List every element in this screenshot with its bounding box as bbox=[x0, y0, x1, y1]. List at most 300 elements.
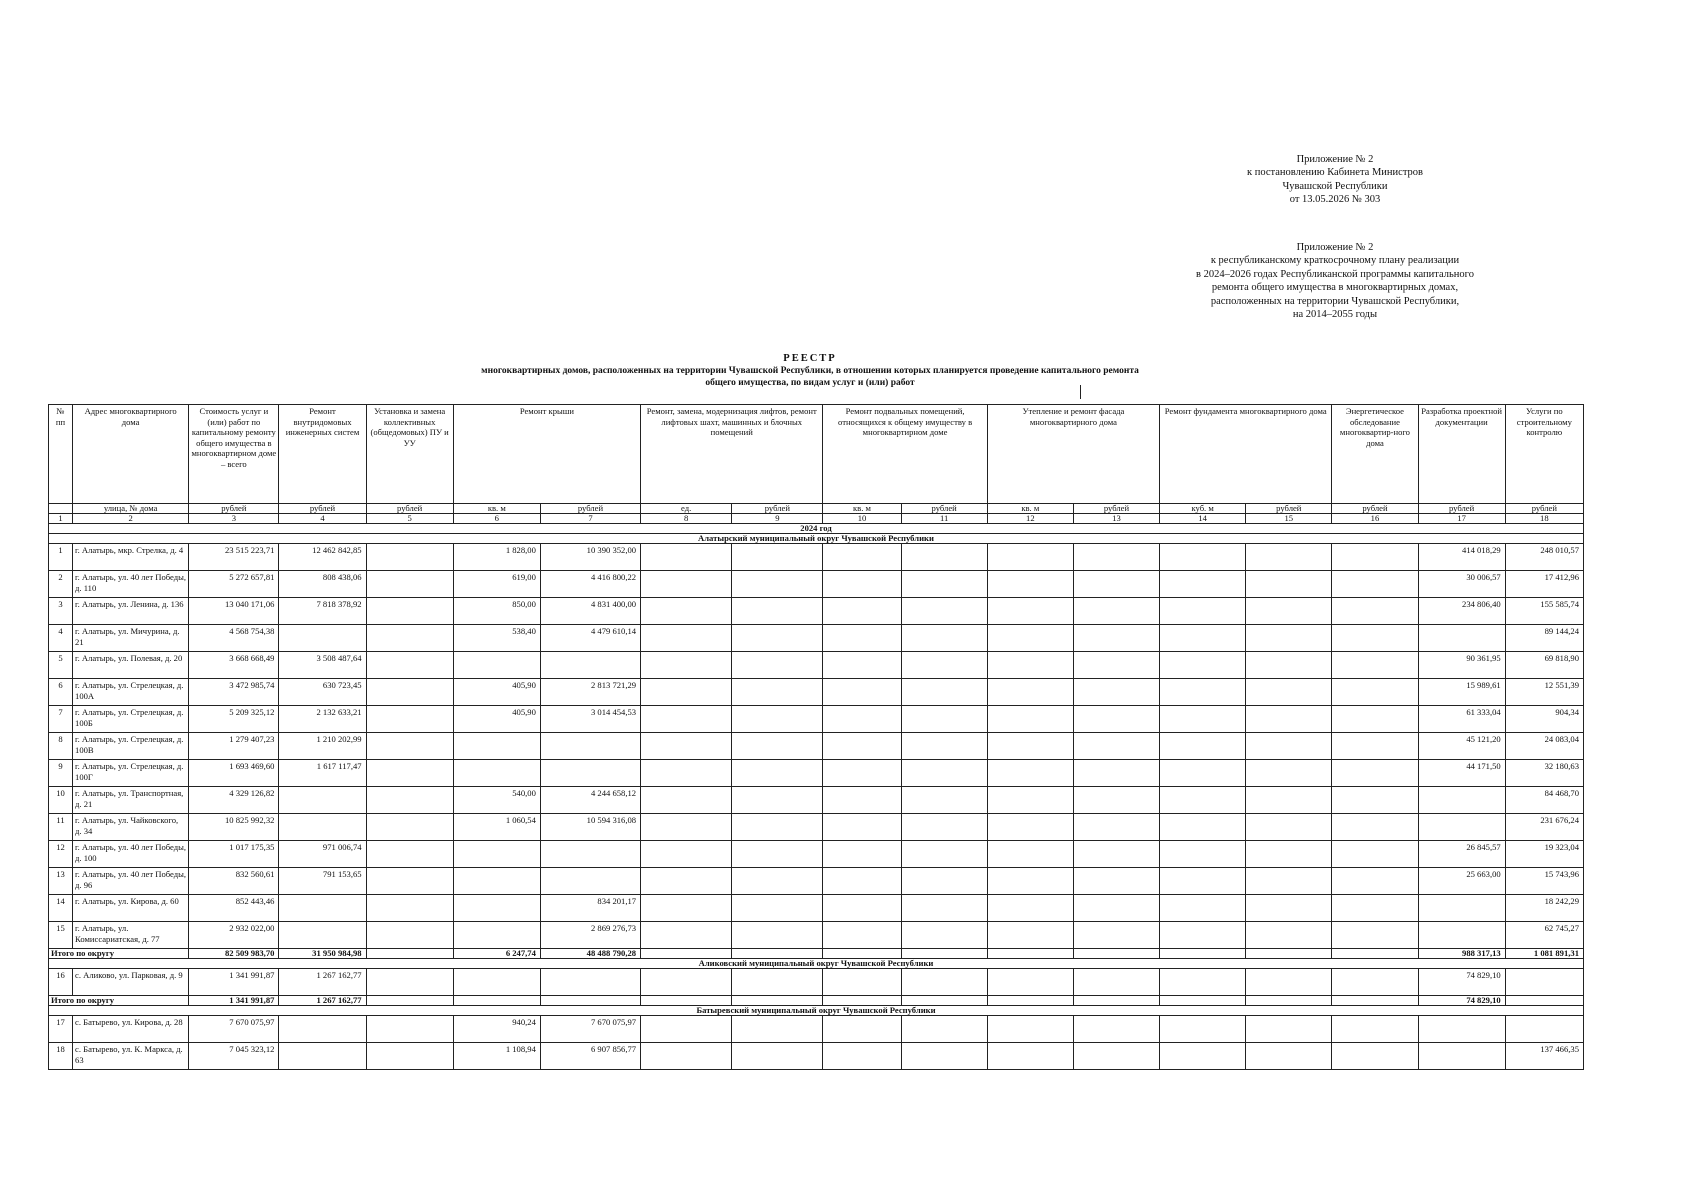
empty-cell bbox=[641, 679, 732, 706]
empty-cell bbox=[1332, 679, 1418, 706]
empty-cell bbox=[1332, 922, 1418, 949]
register-title-sub: общего имущества, по видам услуг и (или) работ bbox=[705, 378, 915, 388]
empty-cell bbox=[1160, 922, 1246, 949]
total-cost: 82 509 983,70 bbox=[189, 949, 279, 959]
address-cell: г. Алатырь, ул. Мичурина, д. 21 bbox=[73, 625, 189, 652]
empty-cell bbox=[1073, 625, 1159, 652]
empty-cell bbox=[1160, 652, 1246, 679]
row-number: 6 bbox=[49, 679, 73, 706]
header-cell: Ремонт, замена, модернизация лифтов, ремонт лифтовых шахт, машинных и блочных помещений bbox=[641, 405, 823, 504]
empty-cell bbox=[901, 1016, 987, 1043]
empty-cell bbox=[1246, 969, 1332, 996]
total-cell bbox=[1160, 949, 1246, 959]
empty-cell bbox=[641, 868, 732, 895]
empty-cell bbox=[732, 814, 823, 841]
control-cell: 12 551,39 bbox=[1505, 679, 1583, 706]
empty-cell bbox=[366, 868, 453, 895]
unit-cell: рублей bbox=[366, 504, 453, 514]
empty-cell bbox=[641, 598, 732, 625]
empty-cell bbox=[823, 787, 901, 814]
address-cell: г. Алатырь, ул. Стрелецкая, д. 100Г bbox=[73, 760, 189, 787]
empty-cell bbox=[823, 922, 901, 949]
empty-cell bbox=[1332, 571, 1418, 598]
row-number: 2 bbox=[49, 571, 73, 598]
total-cell bbox=[366, 996, 453, 1006]
table-row bbox=[49, 679, 1584, 706]
table-row bbox=[49, 969, 1584, 996]
empty-cell bbox=[1246, 895, 1332, 922]
empty-cell bbox=[732, 841, 823, 868]
empty-cell bbox=[1073, 1016, 1159, 1043]
empty-cell bbox=[1246, 652, 1332, 679]
control-cell: 248 010,57 bbox=[1505, 544, 1583, 571]
engineering-cell: 1 267 162,77 bbox=[279, 969, 366, 996]
empty-cell bbox=[987, 1043, 1073, 1070]
engineering-cell bbox=[279, 787, 366, 814]
control-cell: 19 323,04 bbox=[1505, 841, 1583, 868]
empty-cell bbox=[1332, 760, 1418, 787]
total-roof-area bbox=[453, 996, 540, 1006]
register-title-main: РЕЕСТР bbox=[783, 353, 837, 364]
empty-cell bbox=[901, 895, 987, 922]
col-number: 14 bbox=[1160, 514, 1246, 524]
design-cell: 414 018,29 bbox=[1418, 544, 1505, 571]
empty-cell bbox=[1246, 868, 1332, 895]
row-number: 17 bbox=[49, 1016, 73, 1043]
empty-cell bbox=[1332, 1016, 1418, 1043]
total-roof-cost bbox=[540, 996, 640, 1006]
empty-cell bbox=[1073, 571, 1159, 598]
empty-cell bbox=[1073, 598, 1159, 625]
empty-cell bbox=[1246, 733, 1332, 760]
empty-cell bbox=[987, 625, 1073, 652]
roof-area-cell: 1 060,54 bbox=[453, 814, 540, 841]
cost-cell: 5 209 325,12 bbox=[189, 706, 279, 733]
engineering-cell: 791 153,65 bbox=[279, 868, 366, 895]
table-row bbox=[49, 706, 1584, 733]
table-row bbox=[49, 625, 1584, 652]
district-row bbox=[49, 959, 1584, 969]
empty-cell bbox=[987, 841, 1073, 868]
empty-cell bbox=[823, 625, 901, 652]
empty-cell bbox=[1246, 841, 1332, 868]
unit-cell: ед. bbox=[641, 504, 732, 514]
unit-cell: рублей bbox=[1246, 504, 1332, 514]
design-cell bbox=[1418, 814, 1505, 841]
unit-cell: рублей bbox=[189, 504, 279, 514]
empty-cell bbox=[641, 544, 732, 571]
roof-area-cell bbox=[453, 969, 540, 996]
col-number: 9 bbox=[732, 514, 823, 524]
roof-area-cell bbox=[453, 733, 540, 760]
total-cell bbox=[901, 996, 987, 1006]
empty-cell bbox=[1332, 544, 1418, 571]
unit-cell: куб. м bbox=[1160, 504, 1246, 514]
empty-cell bbox=[641, 1016, 732, 1043]
address-cell: г. Алатырь, мкр. Стрелка, д. 4 bbox=[73, 544, 189, 571]
table-row bbox=[49, 814, 1584, 841]
control-cell: 69 818,90 bbox=[1505, 652, 1583, 679]
address-cell: г. Алатырь, ул. 40 лет Победы, д. 100 bbox=[73, 841, 189, 868]
unit-cell: рублей bbox=[1073, 504, 1159, 514]
empty-cell bbox=[1332, 841, 1418, 868]
empty-cell bbox=[1160, 598, 1246, 625]
empty-cell bbox=[1160, 895, 1246, 922]
total-cell bbox=[732, 996, 823, 1006]
empty-cell bbox=[823, 544, 901, 571]
total-cell bbox=[987, 949, 1073, 959]
total-cell bbox=[823, 996, 901, 1006]
address-cell: г. Алатырь, ул. Стрелецкая, д. 100А bbox=[73, 679, 189, 706]
district-1-rows bbox=[49, 544, 1584, 949]
empty-cell bbox=[732, 733, 823, 760]
unit-cell: кв. м bbox=[823, 504, 901, 514]
empty-cell bbox=[1160, 787, 1246, 814]
cost-cell: 832 560,61 bbox=[189, 868, 279, 895]
table-row bbox=[49, 895, 1584, 922]
empty-cell bbox=[823, 1016, 901, 1043]
address-cell: г. Алатырь, ул. Полевая, д. 20 bbox=[73, 652, 189, 679]
unit-cell: улица, № дома bbox=[73, 504, 189, 514]
empty-cell bbox=[1160, 868, 1246, 895]
engineering-cell bbox=[279, 895, 366, 922]
empty-cell bbox=[366, 969, 453, 996]
control-cell: 84 468,70 bbox=[1505, 787, 1583, 814]
col-number: 18 bbox=[1505, 514, 1583, 524]
roof-area-cell: 1 828,00 bbox=[453, 544, 540, 571]
empty-cell bbox=[641, 787, 732, 814]
empty-cell bbox=[987, 571, 1073, 598]
col-number: 4 bbox=[279, 514, 366, 524]
engineering-cell bbox=[279, 1016, 366, 1043]
table-row bbox=[49, 652, 1584, 679]
row-number: 16 bbox=[49, 969, 73, 996]
col-number: 13 bbox=[1073, 514, 1159, 524]
roof-area-cell: 1 108,94 bbox=[453, 1043, 540, 1070]
cost-cell: 1 017 175,35 bbox=[189, 841, 279, 868]
empty-cell bbox=[1246, 598, 1332, 625]
empty-cell bbox=[641, 841, 732, 868]
engineering-cell: 808 438,06 bbox=[279, 571, 366, 598]
district-name: Алатырский муниципальный округ Чувашской Республики bbox=[49, 534, 1584, 544]
empty-cell bbox=[1332, 814, 1418, 841]
col-number: 17 bbox=[1418, 514, 1505, 524]
empty-cell bbox=[901, 760, 987, 787]
design-cell bbox=[1418, 895, 1505, 922]
col-number: 12 bbox=[987, 514, 1073, 524]
empty-cell bbox=[641, 652, 732, 679]
engineering-cell: 2 132 633,21 bbox=[279, 706, 366, 733]
empty-cell bbox=[1246, 571, 1332, 598]
district-row bbox=[49, 1006, 1584, 1016]
roof-cost-cell: 6 907 856,77 bbox=[540, 1043, 640, 1070]
table-row bbox=[49, 841, 1584, 868]
cost-cell: 3 472 985,74 bbox=[189, 679, 279, 706]
cost-cell: 5 272 657,81 bbox=[189, 571, 279, 598]
address-cell: г. Алатырь, ул. Кирова, д. 60 bbox=[73, 895, 189, 922]
roof-cost-cell: 4 416 800,22 bbox=[540, 571, 640, 598]
empty-cell bbox=[1332, 895, 1418, 922]
roof-cost-cell bbox=[540, 760, 640, 787]
register-title-sub: многоквартирных домов, расположенных на территории Чувашской Республики, в отношении которых планируется проведение капитального ремонта bbox=[481, 366, 1139, 376]
empty-cell bbox=[732, 544, 823, 571]
empty-cell bbox=[987, 733, 1073, 760]
row-number: 18 bbox=[49, 1043, 73, 1070]
table-row bbox=[49, 1016, 1584, 1043]
engineering-cell: 3 508 487,64 bbox=[279, 652, 366, 679]
row-number: 15 bbox=[49, 922, 73, 949]
empty-cell bbox=[1160, 969, 1246, 996]
roof-cost-cell: 2 869 276,73 bbox=[540, 922, 640, 949]
empty-cell bbox=[732, 922, 823, 949]
empty-cell bbox=[366, 652, 453, 679]
empty-cell bbox=[823, 895, 901, 922]
col-number: 3 bbox=[189, 514, 279, 524]
roof-cost-cell: 3 014 454,53 bbox=[540, 706, 640, 733]
design-cell: 90 361,95 bbox=[1418, 652, 1505, 679]
empty-cell bbox=[1160, 625, 1246, 652]
header-cell: № пп bbox=[49, 405, 73, 504]
empty-cell bbox=[366, 787, 453, 814]
header-cell: Разработка проектной документации bbox=[1418, 405, 1505, 504]
row-number: 3 bbox=[49, 598, 73, 625]
cost-cell: 7 045 323,12 bbox=[189, 1043, 279, 1070]
empty-cell bbox=[987, 895, 1073, 922]
empty-cell bbox=[641, 571, 732, 598]
column-numbers-row bbox=[49, 514, 1584, 524]
control-cell: 24 083,04 bbox=[1505, 733, 1583, 760]
empty-cell bbox=[1160, 733, 1246, 760]
control-cell: 231 676,24 bbox=[1505, 814, 1583, 841]
engineering-cell: 1 617 117,47 bbox=[279, 760, 366, 787]
empty-cell bbox=[732, 571, 823, 598]
row-number: 10 bbox=[49, 787, 73, 814]
total-engineering: 31 950 984,98 bbox=[279, 949, 366, 959]
empty-cell bbox=[987, 814, 1073, 841]
register-title bbox=[420, 353, 1200, 389]
empty-cell bbox=[641, 625, 732, 652]
total-control bbox=[1505, 996, 1583, 1006]
roof-cost-cell: 834 201,17 bbox=[540, 895, 640, 922]
header-cell: Установка и замена коллективных (общедомовых) ПУ и УУ bbox=[366, 405, 453, 504]
empty-cell bbox=[366, 760, 453, 787]
header-cell: Ремонт фундамента многоквартирного дома bbox=[1160, 405, 1332, 504]
design-cell: 45 121,20 bbox=[1418, 733, 1505, 760]
address-cell: г. Алатырь, ул. Комиссариатская, д. 77 bbox=[73, 922, 189, 949]
row-number: 7 bbox=[49, 706, 73, 733]
empty-cell bbox=[987, 969, 1073, 996]
roof-area-cell: 540,00 bbox=[453, 787, 540, 814]
address-cell: с. Аликово, ул. Парковая, д. 9 bbox=[73, 969, 189, 996]
design-cell bbox=[1418, 922, 1505, 949]
total-roof-cost: 48 488 790,28 bbox=[540, 949, 640, 959]
roof-area-cell: 538,40 bbox=[453, 625, 540, 652]
roof-area-cell bbox=[453, 841, 540, 868]
cost-cell: 852 443,46 bbox=[189, 895, 279, 922]
empty-cell bbox=[641, 895, 732, 922]
empty-cell bbox=[823, 969, 901, 996]
unit-cell: рублей bbox=[901, 504, 987, 514]
col-number: 8 bbox=[641, 514, 732, 524]
empty-cell bbox=[987, 1016, 1073, 1043]
empty-cell bbox=[823, 760, 901, 787]
district-name: Аликовский муниципальный округ Чувашской Республики bbox=[49, 959, 1584, 969]
total-cell bbox=[1332, 996, 1418, 1006]
address-cell: г. Алатырь, ул. Стрелецкая, д. 100В bbox=[73, 733, 189, 760]
empty-cell bbox=[823, 652, 901, 679]
empty-cell bbox=[366, 1043, 453, 1070]
col-number: 15 bbox=[1246, 514, 1332, 524]
address-cell: г. Алатырь, ул. 40 лет Победы, д. 110 bbox=[73, 571, 189, 598]
unit-cell: рублей bbox=[1505, 504, 1583, 514]
empty-cell bbox=[1073, 868, 1159, 895]
total-cell bbox=[1246, 949, 1332, 959]
engineering-cell bbox=[279, 814, 366, 841]
address-cell: г. Алатырь, ул. Транспортная, д. 21 bbox=[73, 787, 189, 814]
empty-cell bbox=[1246, 544, 1332, 571]
empty-cell bbox=[987, 598, 1073, 625]
unit-cell: кв. м bbox=[453, 504, 540, 514]
empty-cell bbox=[732, 706, 823, 733]
empty-cell bbox=[1160, 706, 1246, 733]
address-cell: с. Батырево, ул. Кирова, д. 28 bbox=[73, 1016, 189, 1043]
unit-cell: кв. м bbox=[987, 504, 1073, 514]
empty-cell bbox=[901, 598, 987, 625]
empty-cell bbox=[1073, 760, 1159, 787]
total-engineering: 1 267 162,77 bbox=[279, 996, 366, 1006]
roof-cost-cell: 10 390 352,00 bbox=[540, 544, 640, 571]
empty-cell bbox=[1073, 706, 1159, 733]
empty-cell bbox=[1073, 652, 1159, 679]
empty-cell bbox=[1246, 922, 1332, 949]
cost-cell: 7 670 075,97 bbox=[189, 1016, 279, 1043]
address-cell: с. Батырево, ул. К. Маркса, д. 63 bbox=[73, 1043, 189, 1070]
empty-cell bbox=[901, 922, 987, 949]
unit-cell bbox=[49, 504, 73, 514]
row-number: 1 bbox=[49, 544, 73, 571]
empty-cell bbox=[366, 1016, 453, 1043]
empty-cell bbox=[823, 733, 901, 760]
design-cell: 25 663,00 bbox=[1418, 868, 1505, 895]
roof-cost-cell: 4 831 400,00 bbox=[540, 598, 640, 625]
control-cell: 18 242,29 bbox=[1505, 895, 1583, 922]
empty-cell bbox=[732, 1043, 823, 1070]
empty-cell bbox=[366, 895, 453, 922]
roof-cost-cell bbox=[540, 868, 640, 895]
empty-cell bbox=[641, 922, 732, 949]
table-row bbox=[49, 1043, 1584, 1070]
attachment-2-block bbox=[1155, 241, 1515, 321]
control-cell bbox=[1505, 1016, 1583, 1043]
roof-cost-cell bbox=[540, 733, 640, 760]
unit-cell: рублей bbox=[1418, 504, 1505, 514]
empty-cell bbox=[987, 544, 1073, 571]
row-number: 5 bbox=[49, 652, 73, 679]
engineering-cell bbox=[279, 922, 366, 949]
empty-cell bbox=[641, 969, 732, 996]
empty-cell bbox=[366, 814, 453, 841]
total-cell bbox=[901, 949, 987, 959]
empty-cell bbox=[1332, 733, 1418, 760]
year-label: 2024 год bbox=[49, 524, 1584, 534]
empty-cell bbox=[823, 706, 901, 733]
empty-cell bbox=[823, 679, 901, 706]
col-number: 10 bbox=[823, 514, 901, 524]
design-cell bbox=[1418, 1043, 1505, 1070]
cost-cell: 1 693 469,60 bbox=[189, 760, 279, 787]
total-cell bbox=[987, 996, 1073, 1006]
empty-cell bbox=[1073, 787, 1159, 814]
roof-cost-cell bbox=[540, 652, 640, 679]
address-cell: г. Алатырь, ул. 40 лет Победы, д. 96 bbox=[73, 868, 189, 895]
empty-cell bbox=[641, 760, 732, 787]
col-number: 5 bbox=[366, 514, 453, 524]
table-row bbox=[49, 733, 1584, 760]
empty-cell bbox=[366, 733, 453, 760]
empty-cell bbox=[366, 544, 453, 571]
unit-cell: рублей bbox=[1332, 504, 1418, 514]
empty-cell bbox=[1160, 1016, 1246, 1043]
empty-cell bbox=[987, 679, 1073, 706]
empty-cell bbox=[1073, 841, 1159, 868]
design-cell: 44 171,50 bbox=[1418, 760, 1505, 787]
unit-cell: рублей bbox=[279, 504, 366, 514]
unit-cell: рублей bbox=[732, 504, 823, 514]
cost-cell: 1 279 407,23 bbox=[189, 733, 279, 760]
table-row bbox=[49, 544, 1584, 571]
col-number: 2 bbox=[73, 514, 189, 524]
row-number: 9 bbox=[49, 760, 73, 787]
empty-cell bbox=[732, 868, 823, 895]
design-cell bbox=[1418, 625, 1505, 652]
attachment-1-line: к постановлению Кабинета Министров bbox=[1247, 167, 1423, 179]
roof-cost-cell bbox=[540, 841, 640, 868]
total-cell bbox=[641, 996, 732, 1006]
empty-cell bbox=[1332, 969, 1418, 996]
col-number: 7 bbox=[540, 514, 640, 524]
empty-cell bbox=[1246, 814, 1332, 841]
design-cell: 61 333,04 bbox=[1418, 706, 1505, 733]
table-row bbox=[49, 571, 1584, 598]
empty-cell bbox=[901, 706, 987, 733]
attachment-2-line: расположенных на территории Чувашской Республики, bbox=[1210, 295, 1460, 307]
address-cell: г. Алатырь, ул. Чайковского, д. 34 bbox=[73, 814, 189, 841]
roof-area-cell: 619,00 bbox=[453, 571, 540, 598]
empty-cell bbox=[732, 679, 823, 706]
roof-area-cell: 405,90 bbox=[453, 706, 540, 733]
empty-cell bbox=[366, 922, 453, 949]
empty-cell bbox=[1073, 922, 1159, 949]
empty-cell bbox=[1246, 625, 1332, 652]
empty-cell bbox=[1160, 760, 1246, 787]
header-cell: Утепление и ремонт фасада многоквартирного дома bbox=[987, 405, 1159, 504]
district-2-rows bbox=[49, 969, 1584, 996]
roof-area-cell bbox=[453, 760, 540, 787]
empty-cell bbox=[987, 787, 1073, 814]
empty-cell bbox=[1332, 706, 1418, 733]
attachment-1-line: Приложение № 2 bbox=[1296, 154, 1374, 165]
cost-cell: 4 329 126,82 bbox=[189, 787, 279, 814]
empty-cell bbox=[1246, 760, 1332, 787]
engineering-cell bbox=[279, 1043, 366, 1070]
header-cell: Услуги по строительному контролю bbox=[1505, 405, 1583, 504]
cost-cell: 10 825 992,32 bbox=[189, 814, 279, 841]
col-number: 1 bbox=[49, 514, 73, 524]
roof-cost-cell: 2 813 721,29 bbox=[540, 679, 640, 706]
design-cell: 26 845,57 bbox=[1418, 841, 1505, 868]
attachment-2-line: ремонта общего имущества в многоквартирных домах, bbox=[1211, 282, 1459, 294]
empty-cell bbox=[1160, 1043, 1246, 1070]
